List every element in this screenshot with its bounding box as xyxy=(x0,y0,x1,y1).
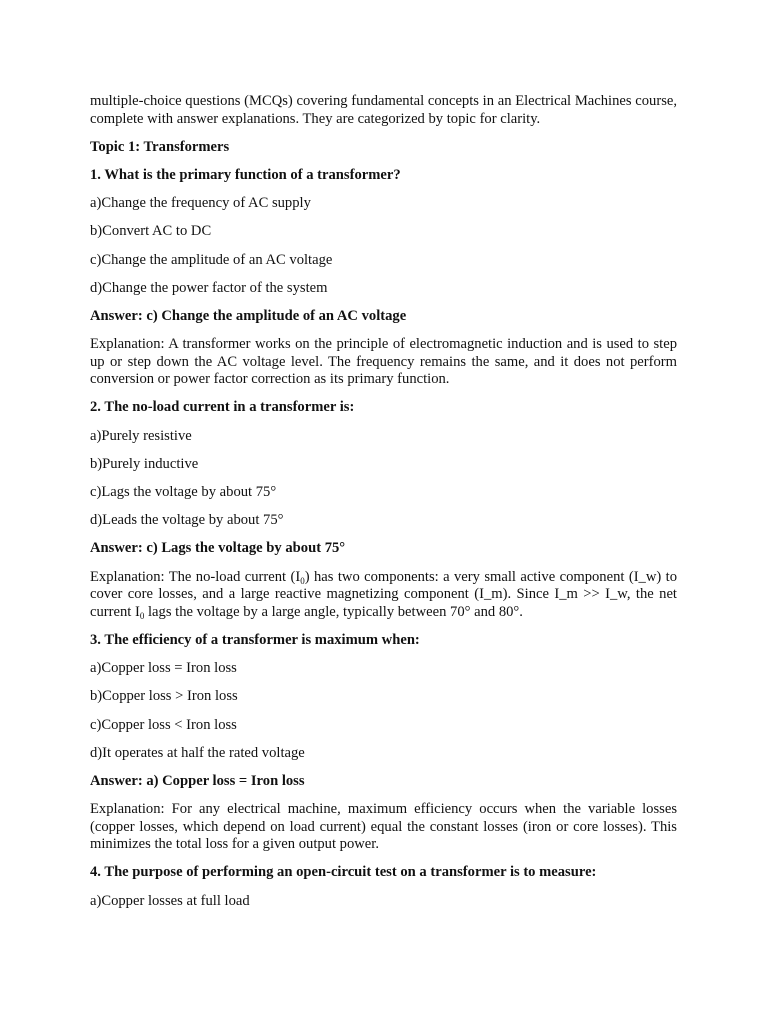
question-1: 1. What is the primary function of a transformer? xyxy=(90,166,401,183)
question-2: 2. The no-load current in a transformer is: xyxy=(90,399,355,416)
q2-option-d: d)Leads the voltage by about 75° xyxy=(90,512,284,529)
question-4: 4. The purpose of performing an open-circuit test on a transformer is to measure: xyxy=(90,864,597,881)
q2-exp-part-2: ) has two components: a very small active component (I_w) to cover core losses, and a large reactive magnetizing component (I_m). Since I_m >> I_w, the net current I xyxy=(90,568,678,620)
q2-exp-subscript-2: 0 xyxy=(139,610,145,621)
q2-explanation xyxy=(90,569,677,622)
q1-explanation: Explanation: A transformer works on the principle of electromagnetic induction and is used to step up or step down the AC voltage level. The frequency remains the same, and it does not perform conversion or power factor correction as its primary function. xyxy=(90,336,677,388)
q1-option-b: b)Convert AC to DC xyxy=(90,223,212,240)
topic-heading: Topic 1: Transformers xyxy=(90,138,230,155)
q2-exp-part-1: Explanation: The no-load current (I xyxy=(90,568,301,585)
q1-answer: Answer: c) Change the amplitude of an AC voltage xyxy=(90,307,407,324)
q2-exp-subscript-1: 0 xyxy=(300,575,305,586)
q2-option-a: a)Purely resistive xyxy=(90,427,192,444)
q3-option-d: d)It operates at half the rated voltage xyxy=(90,744,305,761)
q4-option-a: a)Copper losses at full load xyxy=(90,892,250,909)
q2-answer: Answer: c) Lags the voltage by about 75° xyxy=(90,540,346,557)
q1-option-d: d)Change the power factor of the system xyxy=(90,279,328,296)
q3-option-c: c)Copper loss < Iron loss xyxy=(90,716,237,733)
q1-option-a: a)Change the frequency of AC supply xyxy=(90,195,311,212)
q3-explanation: Explanation: For any electrical machine, maximum efficiency occurs when the variable losses (copper losses, which depend on load current) equal the constant losses (iron or core losses). This minimizes the total loss for a given output power. xyxy=(90,801,677,853)
q3-answer: Answer: a) Copper loss = Iron loss xyxy=(90,772,305,789)
q2-exp-part-3: lags the voltage by a large angle, typically between 70° and 80°. xyxy=(144,603,523,620)
q1-option-c: c)Change the amplitude of an AC voltage xyxy=(90,251,333,268)
q3-option-b: b)Copper loss > Iron loss xyxy=(90,688,238,705)
question-3: 3. The efficiency of a transformer is maximum when: xyxy=(90,631,420,648)
document-page xyxy=(90,93,677,921)
intro-paragraph: multiple-choice questions (MCQs) covering fundamental concepts in an Electrical Machines course, complete with answer explanations. They are categorized by topic for clarity. xyxy=(90,93,677,127)
q3-option-a: a)Copper loss = Iron loss xyxy=(90,660,237,677)
q2-option-c: c)Lags the voltage by about 75° xyxy=(90,484,277,501)
q2-option-b: b)Purely inductive xyxy=(90,455,199,472)
